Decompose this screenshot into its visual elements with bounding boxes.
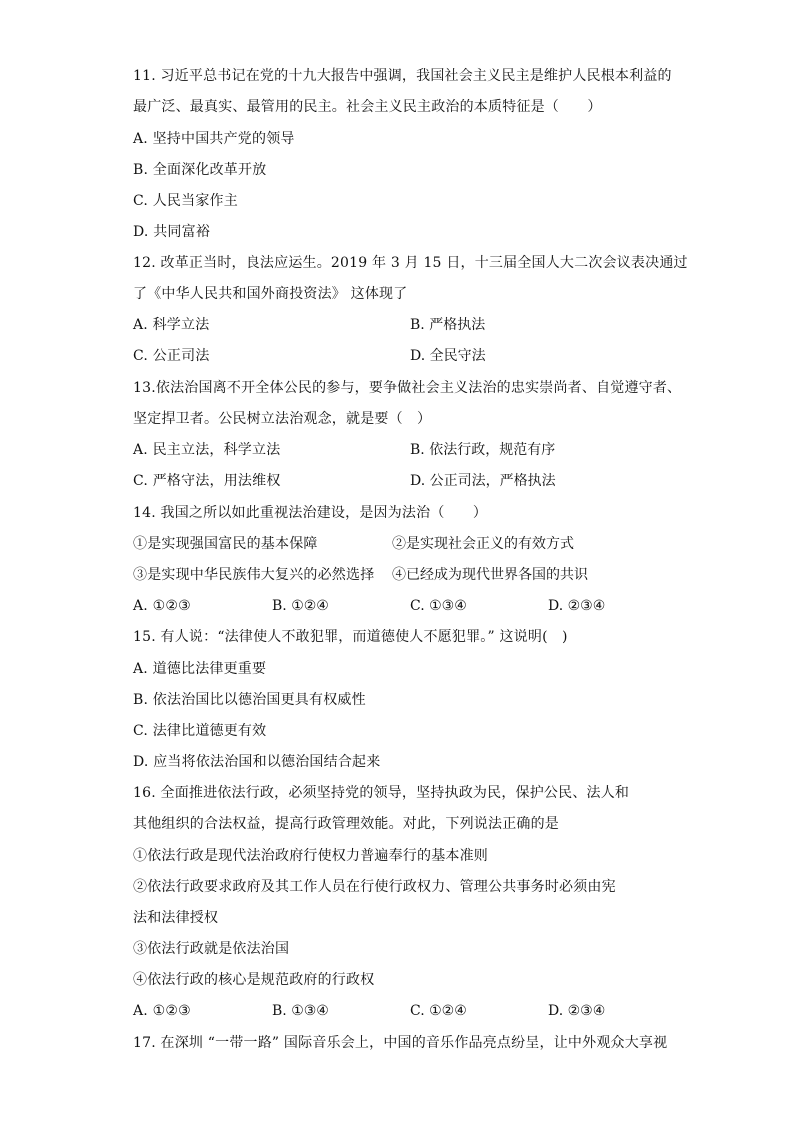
q16-option-a: A. ①②③ [133,1003,191,1019]
q14-option-d: D. ②③④ [548,598,606,614]
q12-option-b: B. 严格执法 [410,317,486,333]
q12-stem-line1: 12. 改革正当时，良法应运生。2019 年 3 月 15 日，十三届全国人大二次会议表决通过 [133,255,688,271]
q11-stem-line2: 最广泛、最真实、最管用的民主。社会主义民主政治的本质特征是（ ） [133,99,602,115]
q11-option-c: C. 人民当家作主 [133,193,238,209]
q12-option-d: D. 全民守法 [410,348,486,364]
q12-stem-line2: 了《中华人民共和国外商投资法》 这体现了 [133,286,408,302]
q14-option-a: A. ①②③ [133,598,191,614]
q14-option-b: B. ①②④ [272,598,329,614]
q11-option-b: B. 全面深化改革开放 [133,162,267,178]
q14-option-c: C. ①③④ [410,598,467,614]
q15-option-b: B. 依法治国比以德治国更具有权威性 [133,692,366,708]
q15-option-a: A. 道德比法律更重要 [133,661,267,677]
q14-statement-3: ③是实现中华民族伟大复兴的必然选择 [133,567,375,583]
q16-statement-4: ④依法行政的核心是规范政府的行政权 [133,972,375,988]
q13-stem-line2: 坚定捍卫者。公民树立法治观念，就是要（ ） [133,411,432,427]
q16-stem-line1: 16. 全面推进依法行政，必须坚持党的领导，坚持执政为民，保护公民、法人和 [133,785,630,801]
q13-stem-line1: 13.依法治国离不开全体公民的参与，要争做社会主义法治的忠实崇尚者、自觉遵守者、 [133,380,682,396]
q14-statement-4: ④已经成为现代世界各国的共识 [392,567,588,583]
q13-option-a: A. 民主立法，科学立法 [133,442,281,458]
q16-statement-1: ①依法行政是现代法治政府行使权力普遍奉行的基本准则 [133,848,488,864]
q17-stem-line1: 17. 在深圳 “一带一路” 国际音乐会上，中国的音乐作品亮点纷呈，让中外观众大享视 [133,1035,668,1051]
q15-stem: 15. 有人说：“法律使人不敢犯罪，而道德使人不愿犯罪。” 这说明( ) [133,629,568,645]
q14-statement-1: ①是实现强国富民的基本保障 [133,536,318,552]
q12-option-c: C. 公正司法 [133,348,210,364]
q14-stem: 14. 我国之所以如此重视法治建设，是因为法治（ ） [133,505,488,521]
q13-option-d: D. 公正司法，严格执法 [410,473,556,489]
q16-option-c: C. ①②④ [410,1003,467,1019]
q16-statement-3: ③依法行政就是依法治国 [133,941,290,957]
q11-option-a: A. 坚持中国共产党的领导 [133,131,295,147]
q13-option-c: C. 严格守法，用法维权 [133,473,281,489]
q13-option-b: B. 依法行政，规范有序 [410,442,556,458]
q16-option-b: B. ①③④ [272,1003,329,1019]
q16-statement-2: ②依法行政要求政府及其工作人员在行使行政权力、管理公共事务时必须由宪 [133,879,616,895]
q16-option-d: D. ②③④ [548,1003,606,1019]
q12-option-a: A. 科学立法 [133,317,210,333]
q11-option-d: D. 共同富裕 [133,224,211,240]
q16-stem-line2: 其他组织的合法权益，提高行政管理效能。对此，下列说法正确的是 [133,816,559,832]
q11-stem-line1: 11. 习近平总书记在党的十九大报告中强调，我国社会主义民主是维护人民根本利益的 [133,68,672,84]
q15-option-c: C. 法律比道德更有效 [133,723,267,739]
q16-statement-2-cont: 法和法律授权 [133,910,219,926]
q15-option-d: D. 应当将依法治国和以德治国结合起来 [133,754,381,770]
q14-statement-2: ②是实现社会正义的有效方式 [392,536,574,552]
